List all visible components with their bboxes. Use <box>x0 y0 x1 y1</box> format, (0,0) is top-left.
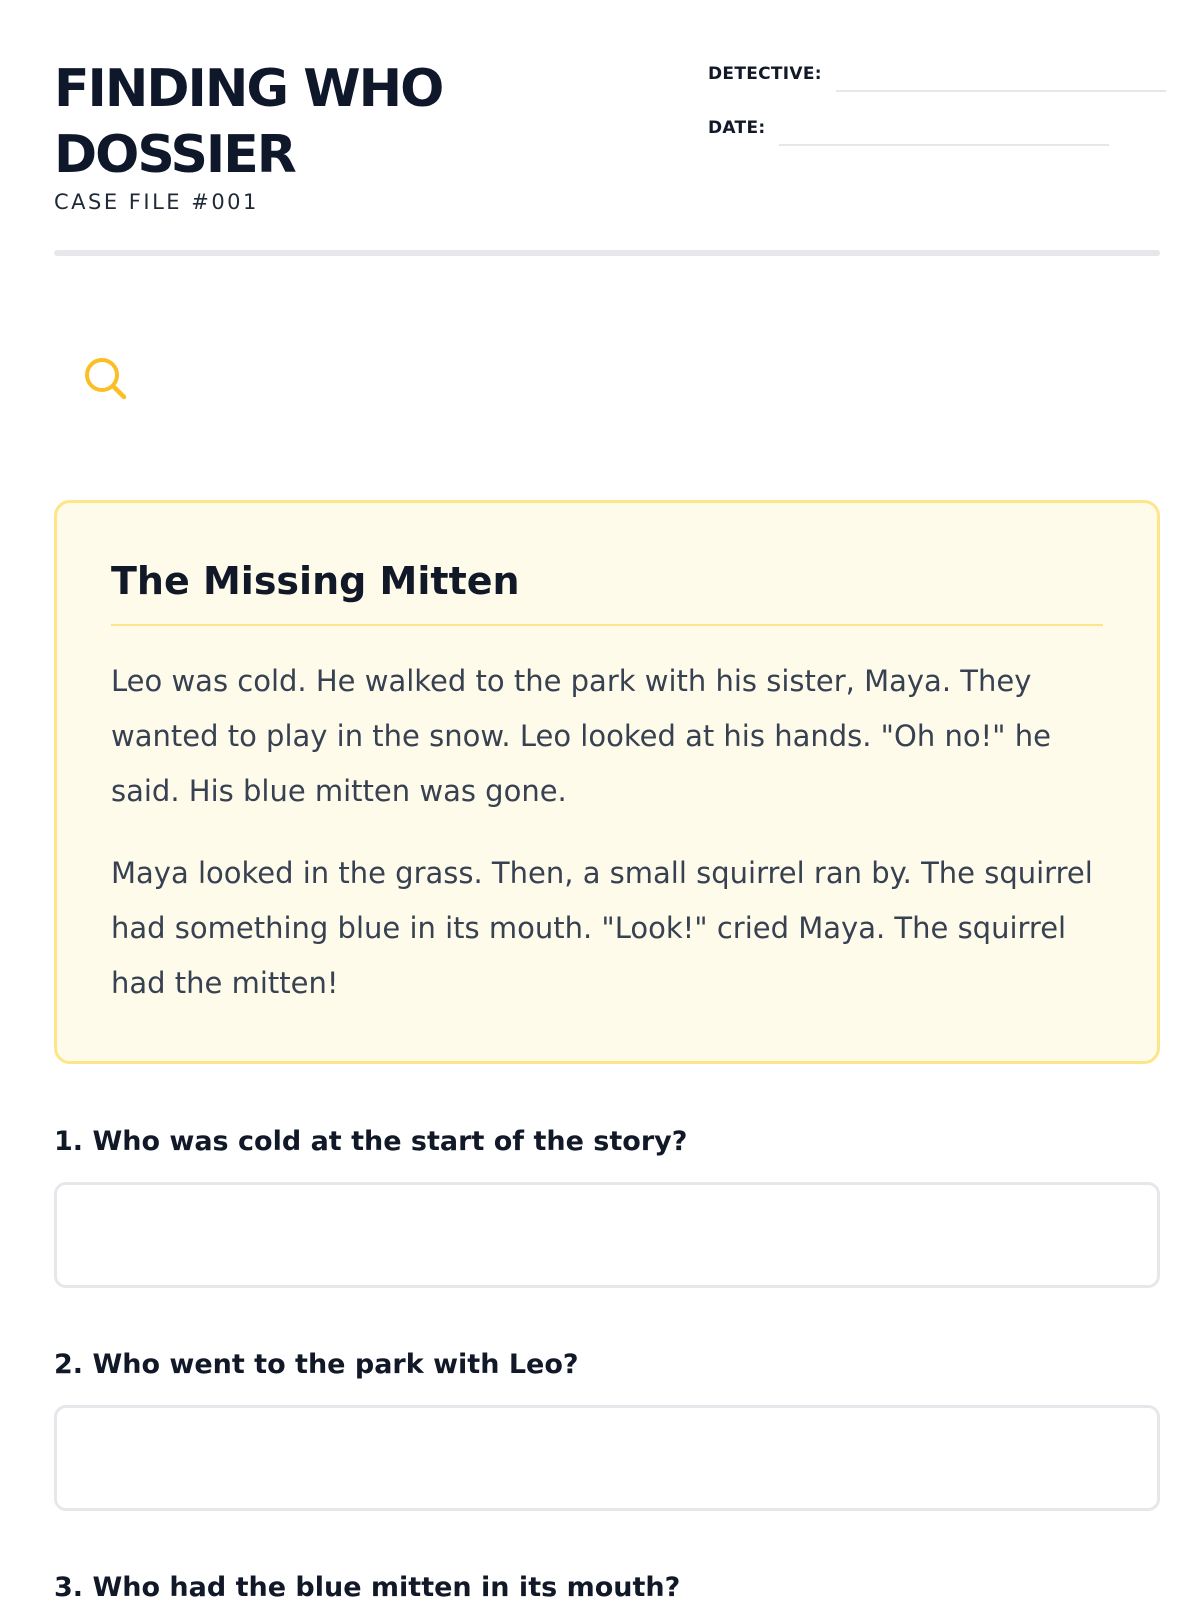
worksheet-page <box>54 0 1160 1603</box>
detective-write-line[interactable] <box>836 90 1166 92</box>
story-title-divider <box>111 624 1103 626</box>
question-1: 1. Who was cold at the start of the story? <box>54 1126 688 1157</box>
detective-label: DETECTIVE: <box>708 64 822 84</box>
story-card <box>54 500 1160 1064</box>
answer-box-2[interactable] <box>54 1405 1160 1511</box>
story-paragraph: Maya looked in the grass. Then, a small squirrel ran by. The squirrel had something blue in its mouth. "Look!" cried Maya. The squirrel had the mitten! <box>111 856 1093 1000</box>
date-write-line[interactable] <box>779 144 1109 146</box>
story-title: The Missing Mitten <box>111 559 520 603</box>
header-divider <box>54 250 1160 256</box>
story-paragraph: Leo was cold. He walked to the park with his sister, Maya. They wanted to play in the snow. Leo looked at his hands. "Oh no!" he said. His blue mitten was gone. <box>111 664 1051 808</box>
dossier-header <box>54 56 1160 256</box>
question-2: 2. Who went to the park with Leo? <box>54 1349 579 1380</box>
detective-field <box>708 64 1166 84</box>
search-icon <box>82 355 130 403</box>
answer-box-1[interactable] <box>54 1182 1160 1288</box>
question-3: 3. Who had the blue mitten in its mouth? <box>54 1572 681 1603</box>
page-title: FINDING WHO DOSSIER <box>54 59 443 185</box>
case-file-number: CASE FILE #001 <box>54 190 259 214</box>
date-label: DATE: <box>708 118 766 138</box>
date-field <box>708 118 1109 138</box>
